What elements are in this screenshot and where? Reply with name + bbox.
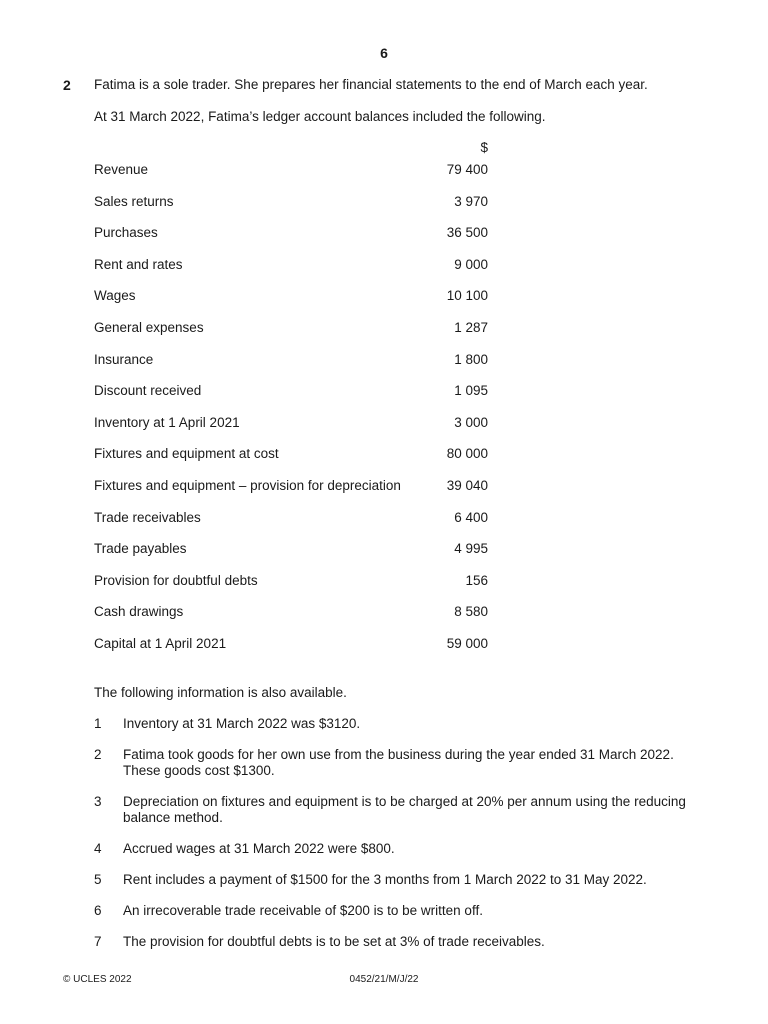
item-text: An irrecoverable trade receivable of $200 is to be written off.	[123, 903, 483, 918]
ledger-row	[94, 446, 494, 478]
list-item	[94, 903, 714, 919]
ledger-row	[94, 478, 494, 510]
list-item	[94, 747, 714, 779]
item-number: 2	[94, 747, 102, 762]
ledger-value: 4 995	[454, 541, 488, 557]
ledger-value: 8 580	[454, 604, 488, 620]
ledger-label: Discount received	[94, 383, 202, 399]
item-number: 7	[94, 934, 102, 949]
question-number: 2	[63, 77, 71, 93]
list-item	[94, 872, 714, 888]
ledger-value: 9 000	[454, 256, 488, 272]
list-item	[94, 716, 714, 732]
item-text: Accrued wages at 31 March 2022 were $800.	[123, 841, 395, 856]
ledger-value: 59 000	[446, 635, 488, 651]
ledger-row	[94, 573, 494, 605]
currency-header: $	[480, 140, 488, 155]
item-text: Fatima took goods for her own use from the business during the year ended 31 March 2022. These goods cost $1300.	[123, 747, 674, 778]
list-item	[94, 934, 714, 950]
item-text: Depreciation on fixtures and equipment is to be charged at 20% per annum using the reducing balance method.	[123, 794, 686, 825]
item-text: Inventory at 31 March 2022 was $3120.	[123, 716, 361, 731]
item-number: 6	[94, 903, 102, 918]
ledger-value: 39 040	[446, 477, 488, 493]
ledger-label: Trade payables	[94, 541, 187, 557]
ledger-row	[94, 320, 494, 352]
ledger-value: 6 400	[454, 509, 488, 525]
ledger-label: Revenue	[94, 162, 149, 177]
page-number: 6	[380, 45, 388, 61]
ledger-row	[94, 257, 494, 289]
ledger-value: 1 287	[454, 319, 488, 335]
ledger-row	[94, 510, 494, 542]
ledger-value: 3 970	[454, 193, 488, 209]
info-heading: The following information is also available.	[94, 685, 347, 700]
ledger-row	[94, 225, 494, 257]
ledger-row	[94, 352, 494, 384]
item-text: The provision for doubtful debts is to be set at 3% of trade receivables.	[123, 934, 545, 949]
footer-code: 0452/21/M/J/22	[349, 974, 419, 985]
ledger-row	[94, 604, 494, 636]
ledger-label: Wages	[94, 288, 136, 304]
ledger-row	[94, 194, 494, 226]
ledger-label: Provision for doubtful debts	[94, 572, 258, 588]
item-number: 3	[94, 794, 102, 809]
ledger-row	[94, 541, 494, 573]
ledger-row	[94, 383, 494, 415]
item-number: 4	[94, 841, 102, 856]
ledger-row	[94, 288, 494, 320]
ledger-row	[94, 162, 494, 194]
ledger-value: 10 100	[446, 288, 488, 304]
balances-intro: At 31 March 2022, Fatima’s ledger account balances included the following.	[94, 109, 546, 124]
ledger-row	[94, 415, 494, 447]
ledger-value: 80 000	[446, 446, 488, 462]
ledger-value: 3 000	[454, 414, 488, 430]
ledger-label: Inventory at 1 April 2021	[94, 414, 240, 430]
ledger-value: 36 500	[446, 225, 488, 241]
ledger-label: Cash drawings	[94, 604, 184, 620]
ledger-value: 79 400	[446, 162, 488, 177]
ledger-value: 156	[465, 572, 488, 588]
list-item	[94, 794, 714, 826]
info-list	[94, 716, 714, 950]
ledger-value: 1 800	[454, 351, 488, 367]
list-item	[94, 841, 714, 857]
footer-copyright: © UCLES 2022	[63, 974, 132, 985]
ledger-label: Capital at 1 April 2021	[94, 635, 227, 651]
item-number: 5	[94, 872, 102, 887]
ledger-label: General expenses	[94, 319, 204, 335]
ledger-label: Rent and rates	[94, 256, 183, 272]
ledger-label: Fixtures and equipment – provision for depreciation	[94, 477, 401, 493]
ledger-label: Trade receivables	[94, 509, 201, 525]
question-intro: Fatima is a sole trader. She prepares her financial statements to the end of March each year.	[94, 77, 648, 92]
ledger-value: 1 095	[454, 383, 488, 399]
ledger-label: Purchases	[94, 225, 158, 241]
ledger-label: Sales returns	[94, 193, 174, 209]
ledger-label: Insurance	[94, 351, 154, 367]
ledger-label: Fixtures and equipment at cost	[94, 446, 279, 462]
item-number: 1	[94, 716, 102, 731]
ledger-table	[94, 162, 494, 668]
item-text: Rent includes a payment of $1500 for the 3 months from 1 March 2022 to 31 May 2022.	[123, 872, 647, 887]
ledger-row	[94, 636, 494, 668]
